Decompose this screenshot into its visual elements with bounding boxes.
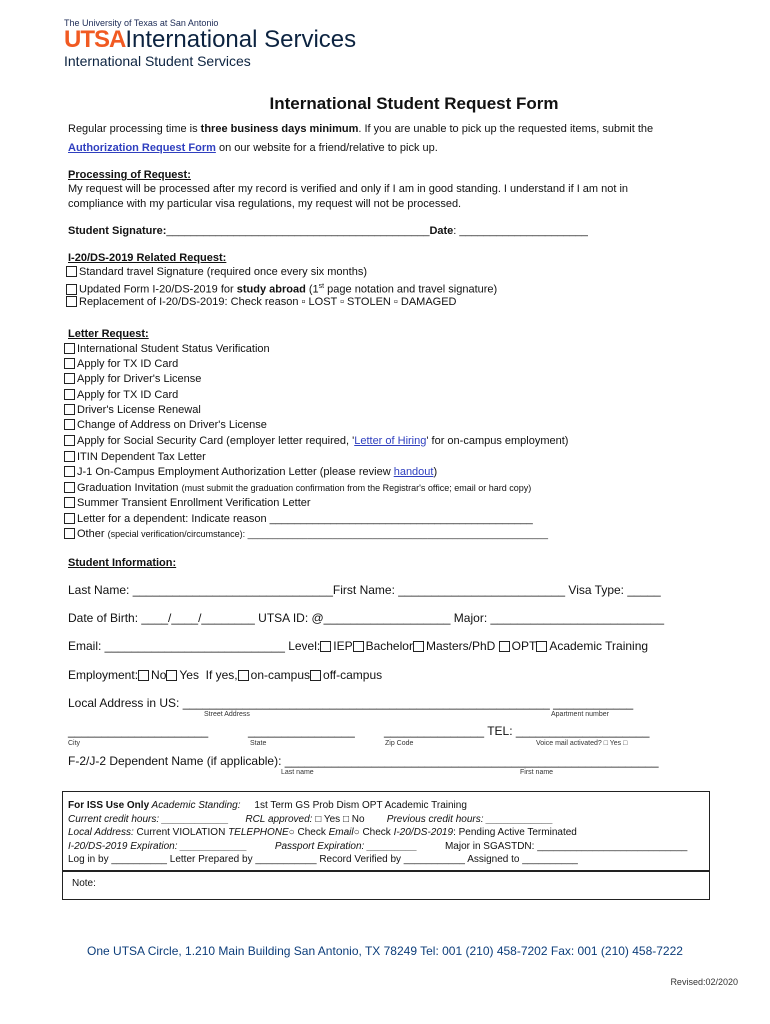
checkbox-opt[interactable]: [499, 641, 510, 652]
city-field[interactable]: _____________________: [68, 724, 209, 738]
letter-option-j1[interactable]: J-1 On-Campus Employment Authorization Letter (please review handout): [64, 465, 437, 479]
first-name-caption: First name: [520, 769, 554, 776]
zip-caption: Zip Code: [385, 740, 414, 747]
letter-option[interactable]: International Student Status Verification: [64, 342, 270, 356]
checkbox[interactable]: [64, 358, 75, 369]
page-title: International Student Request Form: [269, 94, 559, 113]
apartment-caption: Apartment number: [551, 711, 609, 718]
zip-tel-field[interactable]: _______________ TEL: ____________________: [384, 724, 650, 738]
checkbox[interactable]: [64, 404, 75, 415]
note-label: Note:: [72, 878, 96, 889]
checkbox[interactable]: [64, 466, 75, 477]
authorization-form-link[interactable]: Authorization Request Form: [68, 142, 216, 154]
intro-paragraph-2: Authorization Request Form on our website for a friend/relative to pick up.: [68, 142, 438, 154]
signature-label: Student Signature:: [68, 225, 167, 237]
address-row[interactable]: Local Address in US: _______________________________________________________ ____________: [68, 696, 634, 710]
checkbox[interactable]: [64, 419, 75, 430]
utsa-logo-text: UTSA: [64, 26, 126, 53]
checkbox-bachelor[interactable]: [353, 641, 364, 652]
letter-option-other[interactable]: Other (special verification/circumstance): ____________________________________________________________: [64, 527, 548, 541]
student-info-heading: Student Information:: [68, 557, 177, 569]
i20-option-study-abroad[interactable]: Updated Form I-20/DS-2019 for study abroad (1st page notation and travel signature): [66, 280, 497, 297]
name-row[interactable]: Last Name: ______________________________First Name: _________________________ Visa Type: _____: [68, 583, 661, 597]
subdepartment-name: International Student Services: [64, 53, 251, 69]
office-line-1: For ISS Use Only Academic Standing: 1st Term GS Prob Dism OPT Academic Training: [68, 800, 467, 811]
checkbox[interactable]: [64, 497, 75, 508]
office-line-3: Local Address: Current VIOLATION TELEPHONE○ Check Email○ Check I-20/DS-2019: Pending Active Terminated: [68, 827, 577, 838]
email-level-row[interactable]: Email: ___________________________ Level: IEP Bachelor Masters/PhD OPT Academic Training: [68, 639, 649, 653]
letter-option[interactable]: Apply for TX ID Card: [64, 388, 178, 402]
footer-address: One UTSA Circle, 1.210 Main Building San Antonio, TX 78249 Tel: 001 (210) 458-7202 Fax: 001 (210) 458-7222: [87, 944, 683, 958]
processing-heading: Processing of Request:: [68, 169, 191, 181]
date-label: Date: [429, 225, 454, 237]
checkbox-academic-training[interactable]: [536, 641, 547, 652]
logo: [64, 26, 356, 54]
voicemail-caption: Voice mail activated? □ Yes □: [536, 740, 628, 747]
letter-option[interactable]: Apply for TX ID Card: [64, 357, 178, 371]
signature-field[interactable]: ___________________________________________: [166, 225, 430, 237]
letter-option-ssn[interactable]: Apply for Social Security Card (employer letter required, 'Letter of Hiring' for on-campus employment): [64, 434, 568, 448]
checkbox[interactable]: [64, 389, 75, 400]
intro-paragraph: Regular processing time is three business days minimum. If you are unable to pick up the requested items, submit the: [68, 123, 654, 135]
note-box[interactable]: [62, 870, 710, 900]
office-line-4: I-20/DS-2019 Expiration: ____________ Passport Expiration: _________ Major in SGASTDN: ___________________________: [68, 841, 688, 852]
last-name-caption: Last name: [281, 769, 314, 776]
checkbox-on-campus[interactable]: [238, 670, 249, 681]
checkbox[interactable]: [64, 435, 75, 446]
checkbox-iep[interactable]: [320, 641, 331, 652]
state-caption: State: [250, 740, 267, 747]
checkbox[interactable]: [64, 482, 75, 493]
dob-row[interactable]: Date of Birth: ____/____/________ UTSA ID: @___________________ Major: __________________________: [68, 611, 665, 625]
letter-option-summer[interactable]: Summer Transient Enrollment Verification Letter: [64, 496, 311, 510]
university-name: The University of Texas at San Antonio: [64, 18, 219, 28]
employment-row[interactable]: Employment: No Yes If yes, on-campus off-campus: [68, 668, 383, 682]
letter-option-graduation[interactable]: Graduation Invitation (must submit the graduation confirmation from the Registrar's office; email or hard copy): [64, 481, 531, 495]
city-caption: City: [68, 740, 81, 747]
letter-of-hiring-link[interactable]: Letter of Hiring: [354, 435, 427, 447]
checkbox[interactable]: [64, 513, 75, 524]
i20-option-travel[interactable]: Standard travel Signature (required once every six months): [66, 265, 367, 279]
checkbox-no[interactable]: [138, 670, 149, 681]
revised-date: Revised:02/2020: [670, 977, 738, 987]
checkbox[interactable]: [64, 373, 75, 384]
handout-link[interactable]: handout: [393, 466, 434, 478]
checkbox-off-campus[interactable]: [310, 670, 321, 681]
letter-option-dependent[interactable]: Letter for a dependent: Indicate reason ___________________________________________: [64, 512, 533, 526]
letter-option-itin[interactable]: ITIN Dependent Tax Letter: [64, 450, 206, 464]
signature-row: [68, 224, 588, 238]
checkbox-masters[interactable]: [413, 641, 424, 652]
office-line-5: Log in by __________ Letter Prepared by ___________ Record Verified by ___________ Assigned to __________: [68, 854, 578, 865]
letter-option[interactable]: Change of Address on Driver's License: [64, 418, 267, 432]
letter-option[interactable]: Apply for Driver's License: [64, 372, 201, 386]
street-caption: Street Address: [204, 711, 250, 718]
processing-text-2: compliance with my particular visa regulations, my request will not be processed.: [68, 198, 462, 210]
dependent-row[interactable]: F-2/J-2 Dependent Name (if applicable): ________________________________________________________: [68, 754, 659, 768]
checkbox-yes[interactable]: [166, 670, 177, 681]
checkbox[interactable]: [66, 296, 77, 307]
letter-heading: Letter Request:: [68, 328, 149, 340]
checkbox[interactable]: [64, 451, 75, 462]
checkbox[interactable]: [66, 266, 77, 277]
state-field[interactable]: ________________: [248, 724, 355, 738]
office-line-2: Current credit hours: ____________ RCL approved: □ Yes □ No Previous credit hours: ____________: [68, 814, 554, 825]
department-name: International Services: [125, 26, 357, 53]
date-field[interactable]: : _____________________: [453, 225, 588, 237]
checkbox[interactable]: [64, 343, 75, 354]
checkbox[interactable]: [66, 284, 77, 295]
i20-heading: I-20/DS-2019 Related Request:: [68, 252, 227, 264]
i20-option-replacement[interactable]: Replacement of I-20/DS-2019: Check reason ▫ LOST ▫ STOLEN ▫ DAMAGED: [66, 295, 457, 309]
processing-text-1: My request will be processed after my record is verified and only if I am in good standing. I understand if I am not in: [68, 183, 629, 195]
letter-option[interactable]: Driver's License Renewal: [64, 403, 201, 417]
checkbox[interactable]: [64, 528, 75, 539]
